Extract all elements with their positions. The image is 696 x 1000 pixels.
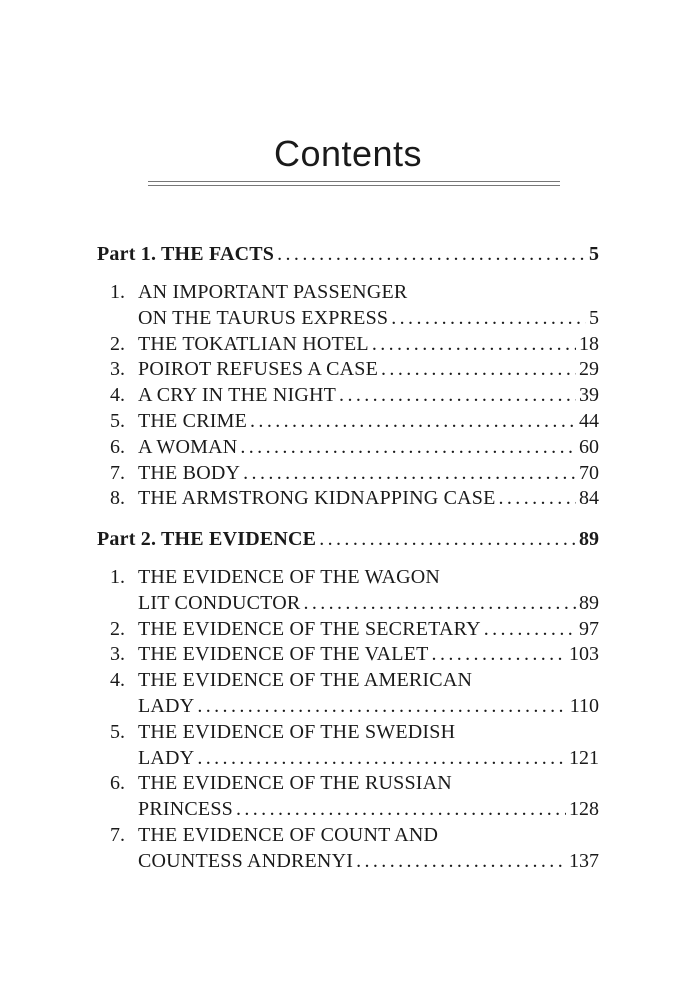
dot-leader: [319, 526, 576, 552]
page-number: 39: [579, 384, 599, 407]
page-number: 5: [589, 243, 599, 265]
page-number: 29: [579, 358, 599, 381]
part-title: Part 2. THE EVIDENCE: [97, 528, 317, 550]
page-number: 110: [569, 695, 599, 717]
dot-leader: [303, 590, 576, 616]
chapter-title: THE ARMSTRONG KIDNAPPING CASE: [138, 487, 496, 510]
dot-leader: [391, 305, 586, 331]
dot-leader: [432, 641, 566, 667]
toc-chapter-continuation[interactable]: [138, 305, 599, 331]
page-number: 89: [579, 528, 599, 550]
chapter-title: THE EVIDENCE OF THE SWEDISH: [138, 720, 456, 743]
dot-leader: [197, 745, 566, 771]
dot-leader: [243, 460, 576, 486]
toc-chapter-entry[interactable]: [110, 356, 599, 382]
chapter-title: THE EVIDENCE OF COUNT AND: [138, 824, 439, 846]
page-number: 84: [579, 487, 599, 510]
toc-chapter-entry[interactable]: [110, 434, 599, 460]
page-number: 18: [579, 332, 599, 355]
toc-chapter-entry[interactable]: [110, 616, 599, 642]
chapter-number: 1.: [110, 281, 125, 303]
chapter-number: 7.: [110, 824, 125, 846]
chapter-title: ON THE TAURUS EXPRESS: [138, 306, 389, 329]
chapter-number: 1.: [110, 566, 125, 588]
chapter-title: THE EVIDENCE OF THE AMERICAN: [138, 669, 473, 692]
toc-chapter-entry[interactable]: [110, 331, 599, 357]
dot-leader: [381, 356, 576, 382]
toc-chapter-continuation[interactable]: [138, 796, 599, 822]
toc-chapter-entry[interactable]: [110, 485, 599, 511]
chapter-title: LADY: [138, 695, 195, 717]
page-number: 89: [579, 591, 599, 614]
toc-chapter-entry[interactable]: [110, 719, 599, 745]
page-number: 121: [569, 746, 599, 769]
chapter-number: 4.: [110, 669, 125, 692]
chapter-title: LIT CONDUCTOR: [138, 591, 301, 614]
chapter-title: THE EVIDENCE OF THE RUSSIAN: [138, 772, 452, 795]
toc-part-heading[interactable]: [97, 526, 599, 552]
part-title: Part 1. THE FACTS: [97, 243, 275, 265]
dot-leader: [197, 693, 566, 719]
chapter-number: 4.: [110, 384, 125, 407]
chapter-number: 3.: [110, 358, 125, 381]
chapter-title: POIROT REFUSES A CASE: [138, 358, 379, 381]
page-title: Contents: [273, 133, 423, 174]
toc-chapter-entry[interactable]: [110, 408, 599, 434]
page-number: 137: [569, 849, 599, 872]
chapter-number: 2.: [110, 617, 125, 640]
chapter-title: THE TOKATLIAN HOTEL: [138, 332, 369, 355]
chapter-title: A CRY IN THE NIGHT: [138, 384, 337, 407]
chapter-number: 5.: [110, 720, 125, 743]
page-number: 60: [579, 435, 599, 458]
dot-leader: [240, 434, 576, 460]
page-number: 128: [569, 798, 599, 821]
toc-chapter-entry[interactable]: [110, 641, 599, 667]
page-number: 97: [579, 617, 599, 640]
toc-chapter-entry[interactable]: [110, 564, 599, 590]
toc-chapter-entry[interactable]: [110, 279, 599, 305]
page-number: 70: [579, 461, 599, 484]
chapter-number: 8.: [110, 487, 125, 510]
dot-leader: [277, 241, 586, 267]
toc-chapter-continuation[interactable]: [138, 693, 599, 719]
chapter-title: THE CRIME: [138, 410, 248, 432]
toc-chapter-entry[interactable]: [110, 770, 599, 796]
toc-chapter-entry[interactable]: [110, 460, 599, 486]
toc-chapter-continuation[interactable]: [138, 745, 599, 771]
chapter-title: THE EVIDENCE OF THE SECRETARY: [138, 617, 481, 640]
chapter-title: THE EVIDENCE OF THE VALET: [138, 643, 429, 666]
dot-leader: [499, 485, 577, 511]
dot-leader: [356, 848, 566, 874]
chapter-title: THE BODY: [138, 461, 241, 484]
dot-leader: [250, 408, 576, 434]
page-number: 5: [589, 306, 599, 329]
page-number: 44: [579, 410, 599, 432]
toc-chapter-entry[interactable]: [110, 382, 599, 408]
chapter-title: AN IMPORTANT PASSENGER: [138, 281, 408, 303]
dot-leader: [484, 616, 576, 642]
dot-leader: [372, 331, 576, 357]
chapter-number: 3.: [110, 643, 125, 666]
title-divider: [148, 181, 560, 186]
page-number: 103: [569, 643, 599, 666]
toc-chapter-entry[interactable]: [110, 667, 599, 693]
chapter-number: 5.: [110, 410, 125, 432]
toc-chapter-entry[interactable]: [110, 822, 599, 848]
chapter-title: A WOMAN: [138, 435, 238, 458]
dot-leader: [339, 382, 576, 408]
chapter-number: 7.: [110, 461, 125, 484]
chapter-number: 6.: [110, 772, 125, 795]
dot-leader: [236, 796, 566, 822]
toc-chapter-continuation[interactable]: [138, 590, 599, 616]
toc-chapter-continuation[interactable]: [138, 848, 599, 874]
chapter-title: THE EVIDENCE OF THE WAGON: [138, 566, 441, 588]
chapter-number: 6.: [110, 435, 125, 458]
chapter-number: 2.: [110, 332, 125, 355]
chapter-title: COUNTESS ANDRENYI: [138, 849, 354, 872]
toc-part-heading[interactable]: [97, 241, 599, 267]
chapter-title: LADY: [138, 746, 195, 769]
chapter-title: PRINCESS: [138, 798, 233, 821]
